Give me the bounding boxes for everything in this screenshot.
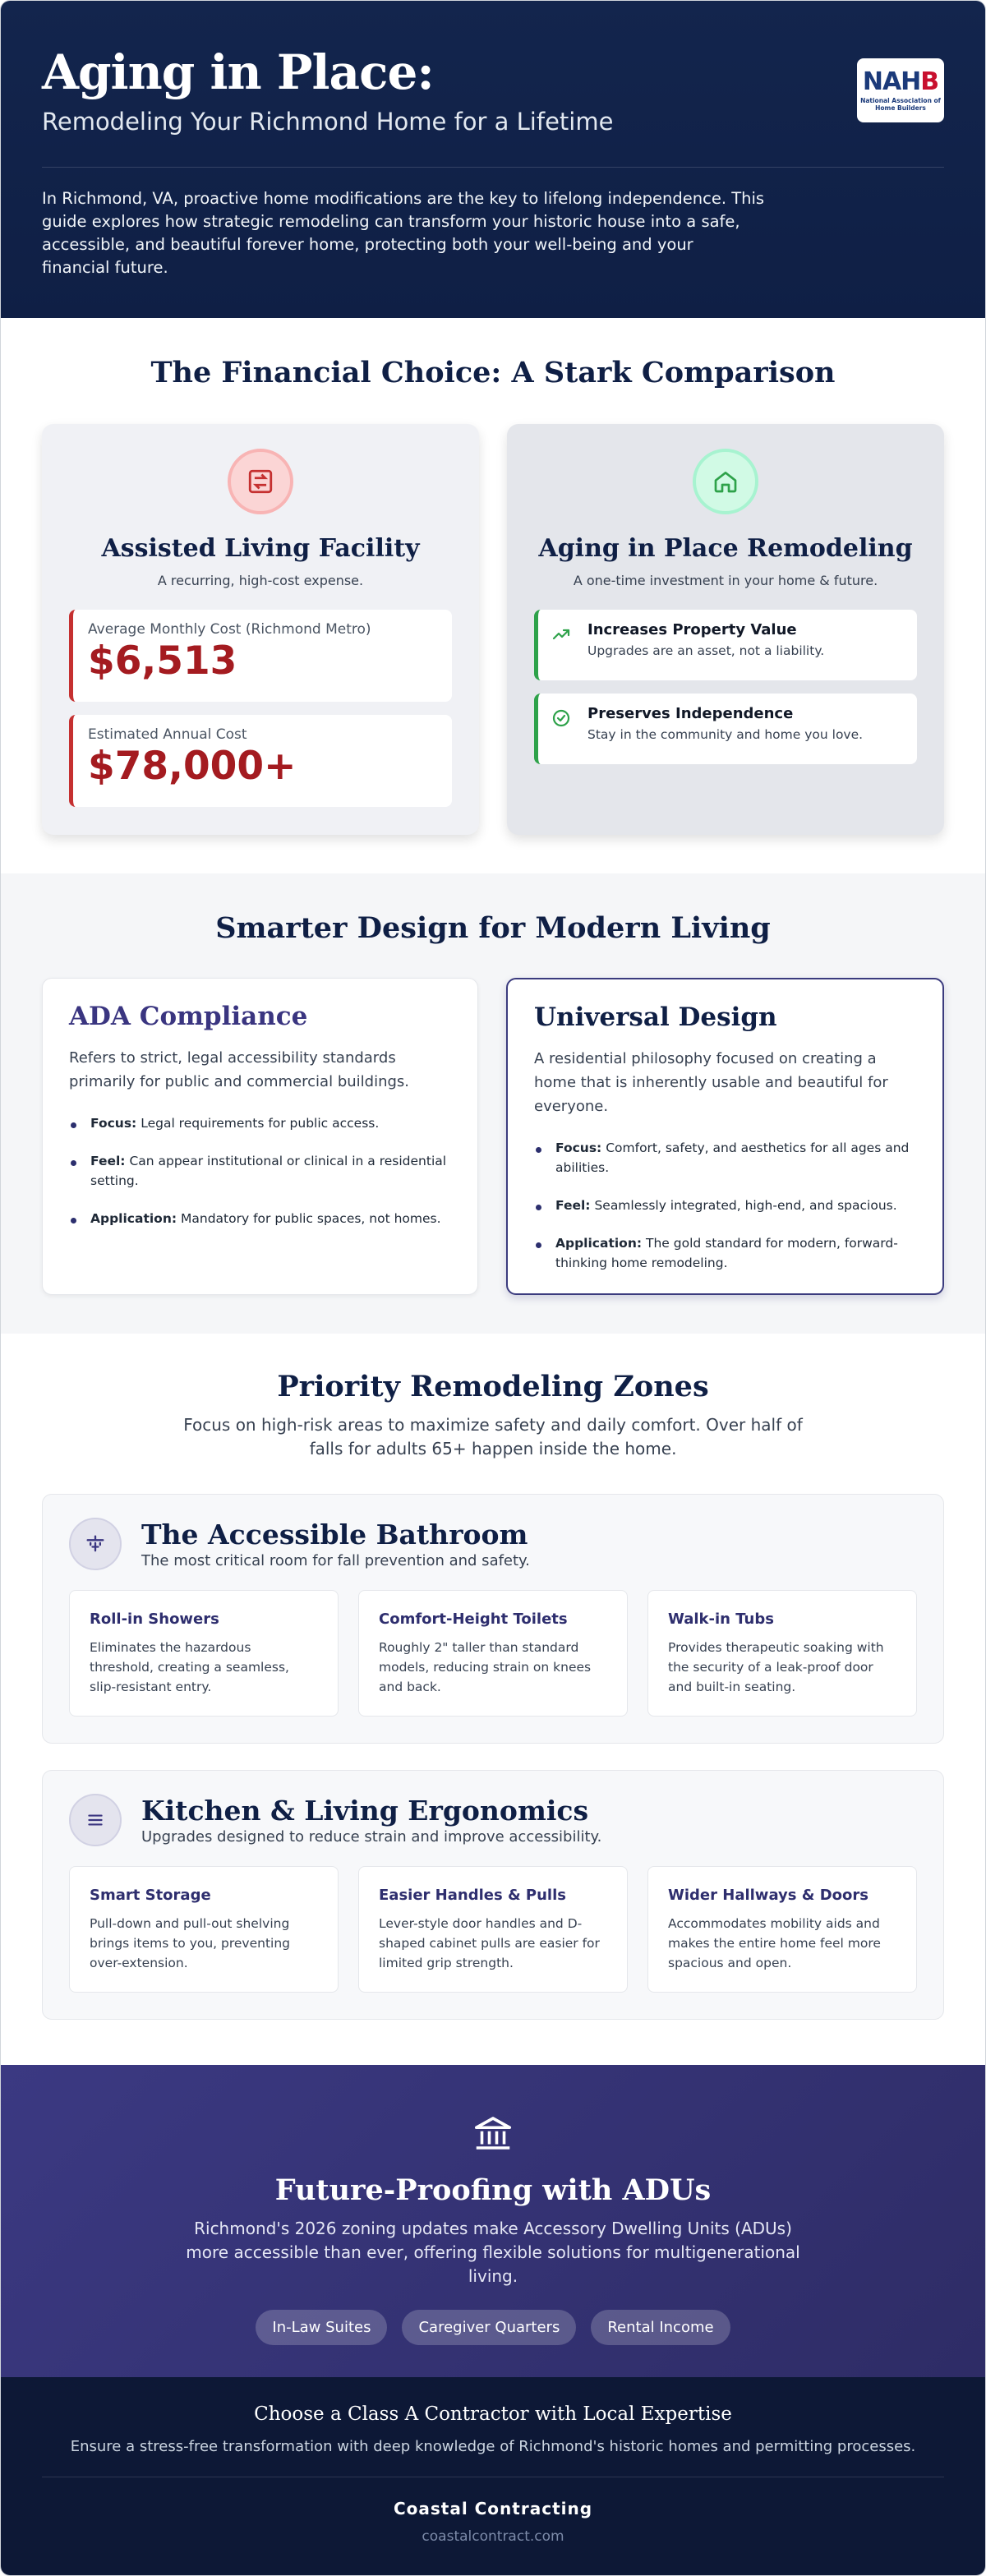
monthly-cost-box — [69, 610, 452, 702]
zone-subtitle: Upgrades designed to reduce strain and improve accessibility. — [141, 1827, 602, 1846]
aging-in-place-desc: A one-time investment in your home & future. — [573, 573, 878, 588]
footer-desc: Ensure a stress-free transformation with deep knowledge of Richmond's historic homes and permitting processes. — [70, 2438, 916, 2455]
ada-title: ADA Compliance — [69, 1002, 308, 1031]
zone-item-desc: Provides therapeutic soaking with the security of a leak-proof door and built-in seating. — [668, 1640, 884, 1694]
list-item — [534, 1233, 916, 1273]
company-name: Coastal Contracting — [393, 2499, 593, 2518]
point-label: Application: — [555, 1236, 643, 1251]
list-item — [534, 1196, 916, 1215]
zone-item-desc: Accommodates mobility aids and makes the entire home feel more spacious and open. — [668, 1916, 881, 1970]
assisted-living-card — [42, 424, 479, 835]
zone-item-title: Smart Storage — [90, 1887, 211, 1904]
nahb-logo-suffix: B — [920, 67, 939, 96]
menu-lines-icon — [69, 1794, 122, 1846]
zone-title: Kitchen & Living Ergonomics — [141, 1794, 589, 1827]
footer-cta: Choose a Class A Contractor with Local Expertise — [254, 2403, 732, 2425]
company-url[interactable]: coastalcontract.com — [422, 2528, 564, 2545]
zone-item-roll-in-showers — [69, 1590, 339, 1717]
kitchen-zone — [42, 1770, 944, 2020]
zones-intro: Focus on high-risk areas to maximize safety and daily comfort. Over half of falls for adults 65+ happen inside the home. — [183, 1415, 803, 1459]
universal-title: Universal Design — [534, 1002, 777, 1032]
trending-up-icon — [551, 624, 573, 647]
list-item — [534, 1138, 916, 1177]
universal-desc: A residential philosophy focused on creating a home that is inherently usable and beautiful for everyone. — [534, 1050, 888, 1115]
ada-compliance-card — [42, 978, 478, 1295]
nahb-logo-mark — [863, 69, 938, 95]
bathroom-zone — [42, 1494, 944, 1744]
cost-label: Average Monthly Cost (Richmond Metro) — [88, 621, 371, 638]
point-text: The gold standard for modern, forward-thinking home remodeling. — [555, 1236, 898, 1270]
nahb-logo-prefix: NAH — [862, 67, 921, 96]
zone-item-title: Comfort-Height Toilets — [379, 1611, 568, 1628]
point-text: Seamlessly integrated, high-end, and spacious. — [594, 1198, 897, 1213]
zone-item-title: Roll-in Showers — [90, 1611, 219, 1628]
point-label: Focus: — [90, 1116, 137, 1131]
zone-item-desc: Eliminates the hazardous threshold, creating a seamless, slip-resistant entry. — [90, 1640, 289, 1694]
point-label: Focus: — [555, 1141, 602, 1155]
adu-pills — [1, 2310, 985, 2345]
annual-cost-box — [69, 715, 452, 807]
money-exchange-icon — [228, 449, 293, 514]
list-item — [69, 1209, 451, 1228]
point-label: Application: — [90, 1211, 177, 1226]
zone-item-desc: Lever-style door handles and D-shaped cabinet pulls are easier for limited grip strength. — [379, 1916, 600, 1970]
financial-section — [1, 318, 985, 873]
adu-title: Future-Proofing with ADUs — [274, 2173, 712, 2207]
aging-in-place-title: Aging in Place Remodeling — [538, 534, 913, 563]
financial-title: The Financial Choice: A Stark Comparison — [150, 356, 836, 389]
building-columns-icon — [1, 2111, 985, 2159]
cost-label: Estimated Annual Cost — [88, 726, 247, 743]
check-circle-icon — [551, 708, 573, 731]
list-item — [69, 1113, 451, 1133]
design-section — [1, 873, 985, 1334]
nahb-logo — [857, 58, 944, 122]
zone-item-title: Wider Hallways & Doors — [668, 1887, 869, 1904]
nahb-logo-text: National Association of Home Builders — [860, 97, 941, 112]
shower-icon — [69, 1518, 122, 1570]
cost-value: $78,000+ — [88, 744, 297, 789]
benefit-desc: Stay in the community and home you love. — [587, 727, 864, 742]
cost-value: $6,513 — [88, 638, 237, 684]
zone-item-comfort-height-toilets — [358, 1590, 628, 1717]
assisted-living-title: Assisted Living Facility — [101, 534, 420, 563]
zone-subtitle: The most critical room for fall prevention and safety. — [141, 1551, 530, 1569]
design-title: Smarter Design for Modern Living — [215, 911, 771, 945]
page-title: Aging in Place: — [42, 44, 434, 100]
assisted-living-desc: A recurring, high-cost expense. — [157, 573, 364, 588]
benefit-title: Preserves Independence — [587, 705, 794, 722]
universal-design-card — [506, 978, 944, 1295]
point-text: Comfort, safety, and aesthetics for all ages and abilities. — [555, 1141, 910, 1175]
point-label: Feel: — [555, 1198, 591, 1213]
adu-pill: In-Law Suites — [256, 2310, 387, 2345]
benefit-title: Increases Property Value — [587, 621, 797, 638]
ada-points — [69, 1113, 451, 1228]
universal-points — [534, 1138, 916, 1273]
adu-pill: Rental Income — [591, 2310, 730, 2345]
benefit-independence — [534, 694, 917, 764]
zone-item-walk-in-tubs — [647, 1590, 917, 1717]
benefit-property-value — [534, 610, 917, 680]
aging-in-place-card — [507, 424, 944, 835]
ada-desc: Refers to strict, legal accessibility standards primarily for public and commercial buildings. — [69, 1049, 410, 1090]
point-text: Can appear institutional or clinical in a residential setting. — [90, 1154, 447, 1188]
footer — [1, 2377, 985, 2576]
zone-item-easier-handles — [358, 1866, 628, 1993]
adu-desc: Richmond's 2026 zoning updates make Accessory Dwelling Units (ADUs) more accessible than ever, offering flexible solutions for multigenerational living. — [186, 2219, 800, 2286]
zone-item-desc: Pull-down and pull-out shelving brings items to you, preventing over-extension. — [90, 1916, 291, 1970]
point-text: Legal requirements for public access. — [141, 1116, 380, 1131]
page-subtitle: Remodeling Your Richmond Home for a Lifetime — [42, 108, 614, 136]
home-icon — [693, 449, 758, 514]
benefit-desc: Upgrades are an asset, not a liability. — [587, 643, 825, 658]
zones-title: Priority Remodeling Zones — [277, 1370, 709, 1403]
zone-title: The Accessible Bathroom — [141, 1518, 528, 1551]
list-item — [69, 1151, 451, 1191]
point-label: Feel: — [90, 1154, 126, 1168]
zone-item-wider-hallways — [647, 1866, 917, 1993]
zone-item-title: Easier Handles & Pulls — [379, 1887, 566, 1904]
adu-section — [1, 2065, 985, 2377]
hero-header — [1, 1, 985, 318]
zone-item-title: Walk-in Tubs — [668, 1611, 774, 1628]
zone-item-smart-storage — [69, 1866, 339, 1993]
hero-divider — [42, 167, 944, 168]
adu-pill: Caregiver Quarters — [402, 2310, 576, 2345]
hero-intro: In Richmond, VA, proactive home modifications are the key to lifelong independence. This guide explores how strategic remodeling can transform your historic house into a safe, accessible, and beautiful forever home, protecting both your well-being and your financial future. — [42, 189, 765, 277]
zone-item-desc: Roughly 2" taller than standard models, reducing strain on knees and back. — [379, 1640, 592, 1694]
zones-section — [1, 1334, 985, 2065]
point-text: Mandatory for public spaces, not homes. — [181, 1211, 441, 1226]
